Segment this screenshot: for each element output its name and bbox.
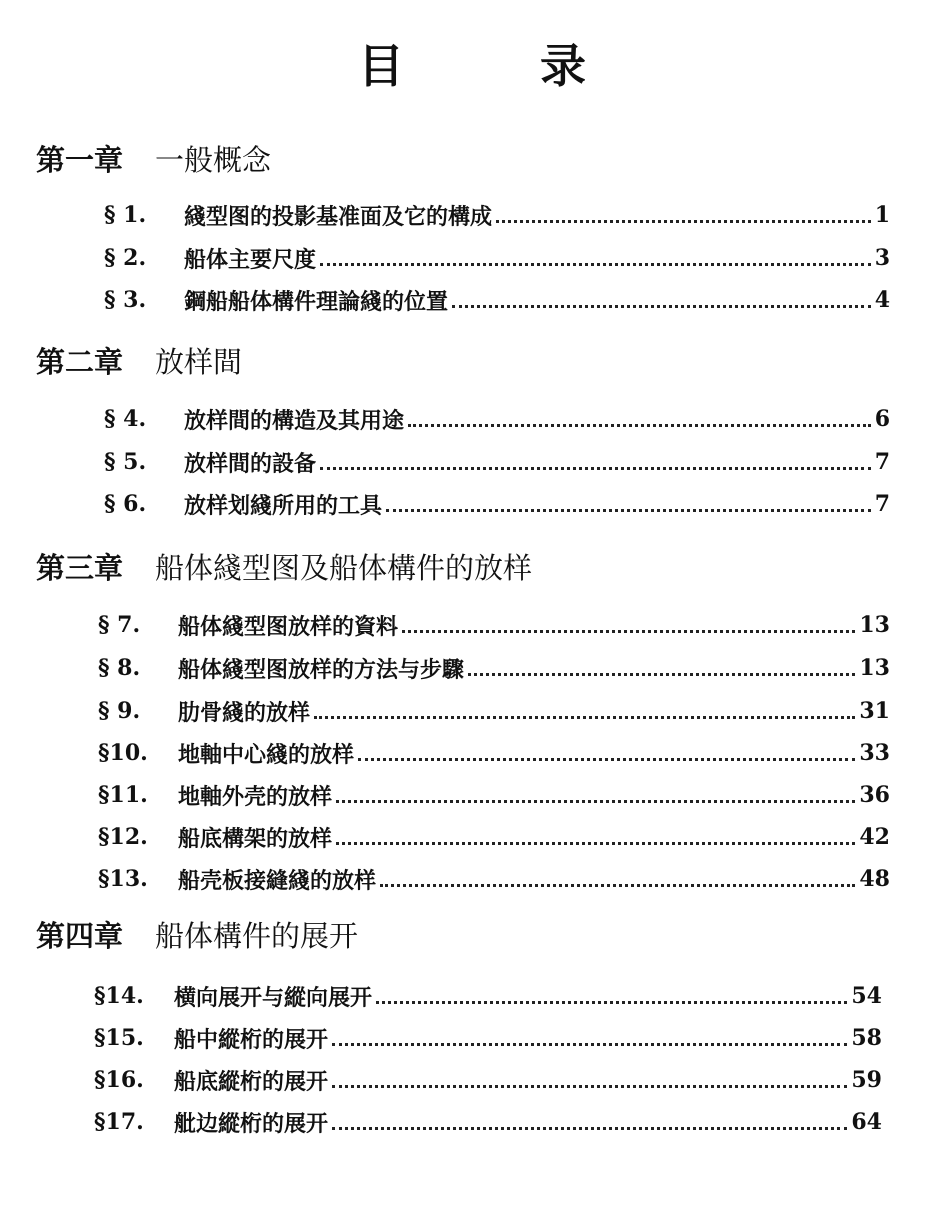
dot-leader bbox=[408, 424, 871, 427]
toc-entry[interactable] bbox=[98, 820, 890, 854]
page-number: 42 bbox=[859, 824, 890, 850]
section-title: 地軸中心綫的放样 bbox=[178, 741, 355, 768]
dot-leader bbox=[336, 800, 855, 803]
section-title: 船体綫型图放样的方法与步驟 bbox=[178, 656, 465, 683]
chapter-name: 船体綫型图及船体構件的放样 bbox=[155, 550, 533, 585]
dot-leader bbox=[314, 716, 855, 719]
dot-leader bbox=[332, 1043, 847, 1046]
section-number: §15. bbox=[94, 1025, 144, 1051]
toc-entry[interactable] bbox=[98, 651, 890, 685]
page-number: 59 bbox=[851, 1067, 882, 1093]
section-number: § 2. bbox=[104, 245, 147, 271]
chapter-number: 第三章 bbox=[36, 550, 124, 585]
chapter-heading bbox=[36, 546, 532, 586]
chapter-heading bbox=[36, 340, 242, 380]
dot-leader bbox=[320, 263, 871, 266]
section-title: 船壳板接縫綫的放样 bbox=[178, 867, 377, 894]
section-title: 地軸外壳的放样 bbox=[178, 783, 333, 810]
toc-entry[interactable] bbox=[94, 1105, 882, 1139]
chapter-number: 第四章 bbox=[36, 918, 124, 953]
dot-leader bbox=[332, 1127, 847, 1130]
section-title: 船体主要尺度 bbox=[184, 246, 317, 273]
dot-leader bbox=[358, 758, 855, 761]
dot-leader bbox=[376, 1001, 847, 1004]
toc-entry[interactable] bbox=[104, 445, 890, 479]
section-number: §13. bbox=[98, 866, 148, 892]
section-title: 船体綫型图放样的資料 bbox=[178, 613, 399, 640]
section-title: 船中縱桁的展开 bbox=[174, 1026, 329, 1053]
chapter-heading bbox=[36, 914, 358, 954]
dot-leader bbox=[452, 305, 871, 308]
toc-entry[interactable] bbox=[94, 1063, 882, 1097]
toc-entry[interactable] bbox=[94, 1021, 882, 1055]
dot-leader bbox=[496, 220, 871, 223]
chapter-heading bbox=[36, 138, 271, 178]
page-number: 58 bbox=[851, 1025, 882, 1051]
page-number: 13 bbox=[859, 612, 890, 638]
page-number: 64 bbox=[851, 1109, 882, 1135]
chapter-name: 船体構件的展开 bbox=[155, 918, 359, 953]
dot-leader bbox=[386, 509, 871, 512]
toc-entry[interactable] bbox=[98, 862, 890, 896]
page-number: 1 bbox=[874, 202, 890, 228]
toc-entry[interactable] bbox=[104, 402, 890, 436]
section-title: 船底構架的放样 bbox=[178, 825, 333, 852]
chapter-name: 放样間 bbox=[155, 344, 243, 379]
page-number: 54 bbox=[851, 983, 882, 1009]
dot-leader bbox=[468, 673, 855, 676]
section-title: 横向展开与縱向展开 bbox=[174, 984, 373, 1011]
section-number: § 4. bbox=[104, 406, 147, 432]
page-number: 33 bbox=[859, 740, 890, 766]
chapter-name: 一般概念 bbox=[155, 142, 272, 177]
toc-entry[interactable] bbox=[98, 778, 890, 812]
section-title: 綫型图的投影基准面及它的構成 bbox=[184, 203, 493, 230]
section-title: 肋骨綫的放样 bbox=[178, 699, 311, 726]
page-number: 7 bbox=[874, 449, 890, 475]
page-number: 48 bbox=[859, 866, 890, 892]
page-number: 36 bbox=[859, 782, 890, 808]
toc-entry[interactable] bbox=[104, 198, 890, 232]
section-number: § 9. bbox=[98, 698, 141, 724]
section-number: §14. bbox=[94, 983, 144, 1009]
section-number: §17. bbox=[94, 1109, 144, 1135]
chapter-number: 第二章 bbox=[36, 344, 124, 379]
section-title: 放样間的構造及其用途 bbox=[184, 407, 405, 434]
chapter-number: 第一章 bbox=[36, 142, 124, 177]
dot-leader bbox=[332, 1085, 847, 1088]
page-number: 3 bbox=[874, 245, 890, 271]
toc-entry[interactable] bbox=[94, 979, 882, 1013]
toc-entry[interactable] bbox=[104, 283, 890, 317]
section-number: §12. bbox=[98, 824, 148, 850]
section-number: §16. bbox=[94, 1067, 144, 1093]
section-number: § 6. bbox=[104, 491, 147, 517]
section-number: § 3. bbox=[104, 287, 147, 313]
toc-entry[interactable] bbox=[98, 608, 890, 642]
section-number: §10. bbox=[98, 740, 148, 766]
toc-entry[interactable] bbox=[104, 241, 890, 275]
section-number: § 7. bbox=[98, 612, 141, 638]
toc-entry[interactable] bbox=[98, 736, 890, 770]
page-title: 目 录 bbox=[357, 39, 646, 93]
page-number: 7 bbox=[874, 491, 890, 517]
dot-leader bbox=[320, 467, 871, 470]
toc-entry[interactable] bbox=[104, 487, 890, 521]
section-number: § 5. bbox=[104, 449, 147, 475]
page-number: 6 bbox=[874, 406, 890, 432]
page-number: 4 bbox=[874, 287, 890, 313]
section-title: 舭边縱桁的展开 bbox=[174, 1110, 329, 1137]
page-number: 31 bbox=[859, 698, 890, 724]
toc-entry[interactable] bbox=[98, 694, 890, 728]
dot-leader bbox=[380, 884, 855, 887]
section-title: 放样划綫所用的工具 bbox=[184, 492, 383, 519]
page-number: 13 bbox=[859, 655, 890, 681]
section-number: § 1. bbox=[104, 202, 147, 228]
section-title: 放样間的設备 bbox=[184, 450, 317, 477]
dot-leader bbox=[402, 630, 855, 633]
section-number: § 8. bbox=[98, 655, 141, 681]
section-number: §11. bbox=[98, 782, 148, 808]
dot-leader bbox=[336, 842, 855, 845]
section-title: 船底縱桁的展开 bbox=[174, 1068, 329, 1095]
section-title: 鋼船船体構件理論綫的位置 bbox=[184, 288, 449, 315]
